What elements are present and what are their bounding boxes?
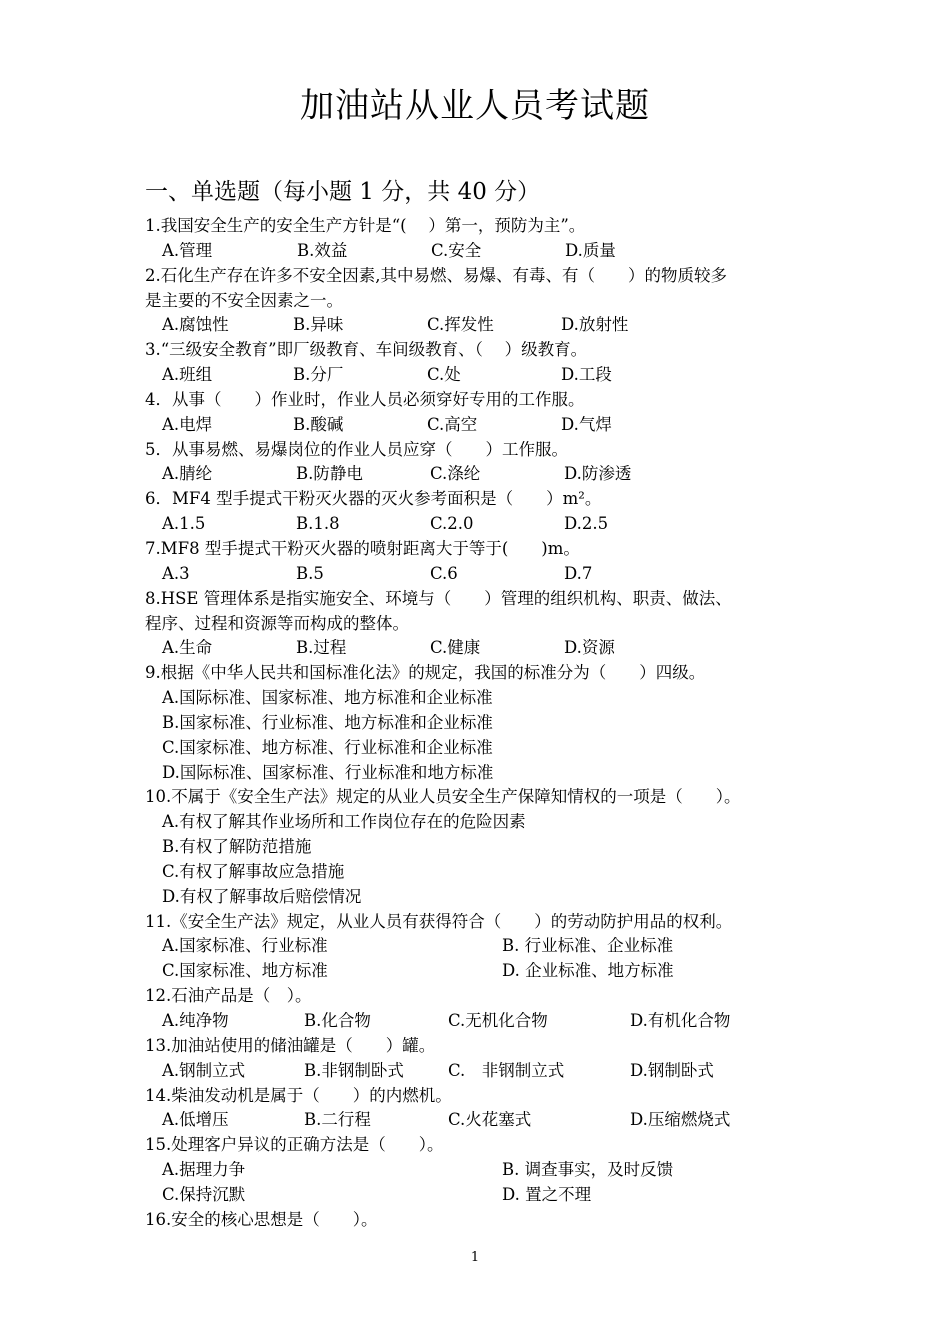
question-list <box>145 214 825 1233</box>
answer-option: A.管理 <box>162 240 213 260</box>
option-row <box>145 1009 825 1034</box>
question-stem: 14.柴油发动机是属于（ ）的内燃机。 <box>145 1085 452 1105</box>
answer-option: B.效益 <box>297 240 348 260</box>
page-number: 1 <box>470 1250 480 1265</box>
answer-option: B.防静电 <box>296 464 363 484</box>
question-item <box>145 1084 825 1134</box>
answer-option: A.腈纶 <box>162 464 213 484</box>
option-row <box>145 1158 825 1183</box>
answer-option: B.国家标准、行业标准、地方标准和企业标准 <box>162 712 493 732</box>
question-stem: 1.我国安全生产的安全生产方针是“( ）第一，预防为主”。 <box>145 216 586 235</box>
answer-option: B.分厂 <box>293 365 344 385</box>
answer-option: C.挥发性 <box>427 315 494 335</box>
question-stem: 5．从事易燃、易爆岗位的作业人员应穿（ ）工作服。 <box>145 439 568 459</box>
answer-option: D.有机化合物 <box>630 1011 731 1030</box>
question-stem: 13.加油站使用的储油罐是（ ）罐。 <box>145 1035 436 1055</box>
answer-option: C.无机化合物 <box>448 1011 548 1030</box>
question-item <box>145 438 825 488</box>
option-row <box>145 885 825 910</box>
option-row <box>145 835 825 860</box>
question-stem: 9.根据《中华人民共和国标准化法》的规定，我国的标准分为（ ）四级。 <box>145 663 706 683</box>
option-row <box>145 686 825 711</box>
question-item <box>145 984 825 1034</box>
question-stem: 2.石化生产存在许多不安全因素,其中易燃、易爆、有毒、有（ ）的物质较多 <box>145 265 727 285</box>
option-row <box>145 313 825 338</box>
answer-option: C.国家标准、地方标准 <box>162 961 328 981</box>
option-row <box>145 1108 825 1133</box>
option-row <box>145 761 825 786</box>
answer-option: B.5 <box>296 563 324 583</box>
answer-option: C.涤纶 <box>430 464 481 484</box>
answer-option: A.纯净物 <box>162 1011 229 1030</box>
answer-option: B.异味 <box>293 315 344 335</box>
option-row <box>145 810 825 835</box>
answer-option: B.过程 <box>296 638 347 658</box>
answer-option: A.腐蚀性 <box>162 315 229 335</box>
answer-option: C.2.0 <box>430 514 474 534</box>
option-row <box>145 239 825 264</box>
question-stem: 程序、过程和资源等而构成的整体。 <box>145 613 409 633</box>
answer-option: A.低增压 <box>162 1110 229 1130</box>
question-item <box>145 910 825 985</box>
question-item <box>145 661 825 785</box>
question-stem: 11.《安全生产法》规定，从业人员有获得符合（ ）的劳动防护用品的权利。 <box>145 911 733 931</box>
answer-option: D.工段 <box>561 365 612 385</box>
answer-option: D.2.5 <box>564 514 609 534</box>
answer-option: C.火花塞式 <box>448 1110 532 1130</box>
answer-option: A.班组 <box>162 365 213 385</box>
option-row <box>145 959 825 984</box>
answer-option: B.非钢制卧式 <box>304 1060 404 1080</box>
answer-option: C.健康 <box>430 638 481 658</box>
answer-option: B.有权了解防范措施 <box>162 837 312 857</box>
question-stem: 10.不属于《安全生产法》规定的从业人员安全生产保障知情权的一项是（ ）。 <box>145 787 741 807</box>
answer-option: A.钢制立式 <box>162 1060 246 1080</box>
question-stem: 3.“三级安全教育”即厂级教育、车间级教育、（ ）级教育。 <box>145 340 588 360</box>
answer-option: A.1.5 <box>162 514 206 534</box>
section-heading: 一、单选题（每小题 1 分，共 40 分） <box>145 179 541 205</box>
answer-option: C.安全 <box>431 240 482 260</box>
option-row <box>145 413 825 438</box>
option-row <box>145 711 825 736</box>
question-item <box>145 537 825 587</box>
option-row <box>145 562 825 587</box>
question-stem: 8.HSE 管理体系是指实施安全、环境与（ ）管理的组织机构、职责、做法、 <box>145 588 732 608</box>
answer-option: C.高空 <box>427 414 478 434</box>
question-item <box>145 214 825 264</box>
answer-option: C.有权了解事故应急措施 <box>162 861 345 881</box>
answer-option: B. 调查事实，及时反馈 <box>502 1160 674 1180</box>
answer-option: D.防渗透 <box>564 464 632 484</box>
option-row <box>145 934 825 959</box>
question-item <box>145 1208 825 1233</box>
option-row <box>145 512 825 537</box>
question-stem: 7.MF8 型手提式干粉灭火器的喷射距离大于等于( )m。 <box>145 538 580 558</box>
answer-option: D.放射性 <box>561 315 629 335</box>
option-row <box>145 1183 825 1208</box>
answer-option: D.资源 <box>564 638 615 658</box>
question-stem: 12.石油产品是（ ）。 <box>145 986 312 1006</box>
question-stem: 16.安全的核心思想是（ ）。 <box>145 1209 378 1229</box>
option-row <box>145 736 825 761</box>
answer-option: B.二行程 <box>304 1110 371 1130</box>
answer-option: D.钢制卧式 <box>630 1060 714 1080</box>
question-stem: 4．从事（ ）作业时，作业人员必须穿好专用的工作服。 <box>145 389 585 409</box>
option-row <box>145 1059 825 1084</box>
answer-option: D.国际标准、国家标准、行业标准和地方标准 <box>162 762 494 782</box>
answer-option: C.处 <box>427 365 461 385</box>
answer-option: D. 置之不理 <box>502 1184 592 1204</box>
question-item <box>145 785 825 909</box>
answer-option: D.7 <box>564 563 593 583</box>
answer-option: A.据理力争 <box>162 1160 246 1180</box>
answer-option: A.生命 <box>162 638 213 658</box>
answer-option: D.质量 <box>565 240 616 260</box>
answer-option: B.1.8 <box>296 514 340 534</box>
question-stem: 15.处理客户异议的正确方法是（ ）。 <box>145 1135 444 1155</box>
option-row <box>145 860 825 885</box>
question-stem: 6．MF4 型手提式干粉灭火器的灭火参考面积是（ ）m²。 <box>145 489 602 509</box>
question-stem: 是主要的不安全因素之一。 <box>145 290 343 310</box>
option-row <box>145 462 825 487</box>
question-item <box>145 587 825 662</box>
answer-option: D.压缩燃烧式 <box>630 1110 731 1130</box>
answer-option: B. 行业标准、企业标准 <box>502 936 674 956</box>
answer-option: C. 非钢制立式 <box>448 1060 565 1080</box>
answer-option: D. 企业标准、地方标准 <box>502 961 674 981</box>
question-item <box>145 388 825 438</box>
question-item <box>145 338 825 388</box>
answer-option: C.保持沉默 <box>162 1184 246 1204</box>
option-row <box>145 363 825 388</box>
answer-option: A.国家标准、行业标准 <box>162 936 328 956</box>
option-row <box>145 636 825 661</box>
question-item <box>145 264 825 339</box>
answer-option: D.气焊 <box>561 414 612 434</box>
answer-option: D.有权了解事故后赔偿情况 <box>162 886 362 906</box>
question-item <box>145 1034 825 1084</box>
answer-option: C.6 <box>430 563 458 583</box>
answer-option: A.电焊 <box>162 414 213 434</box>
answer-option: A.有权了解其作业场所和工作岗位存在的危险因素 <box>162 812 526 832</box>
answer-option: B.酸碱 <box>293 414 344 434</box>
answer-option: A.国际标准、国家标准、地方标准和企业标准 <box>162 688 493 708</box>
question-item <box>145 1133 825 1208</box>
question-item <box>145 487 825 537</box>
answer-option: A.3 <box>162 563 190 583</box>
answer-option: B.化合物 <box>304 1011 371 1030</box>
answer-option: C.国家标准、地方标准、行业标准和企业标准 <box>162 737 493 757</box>
page-title: 加油站从业人员考试题 <box>300 86 650 126</box>
